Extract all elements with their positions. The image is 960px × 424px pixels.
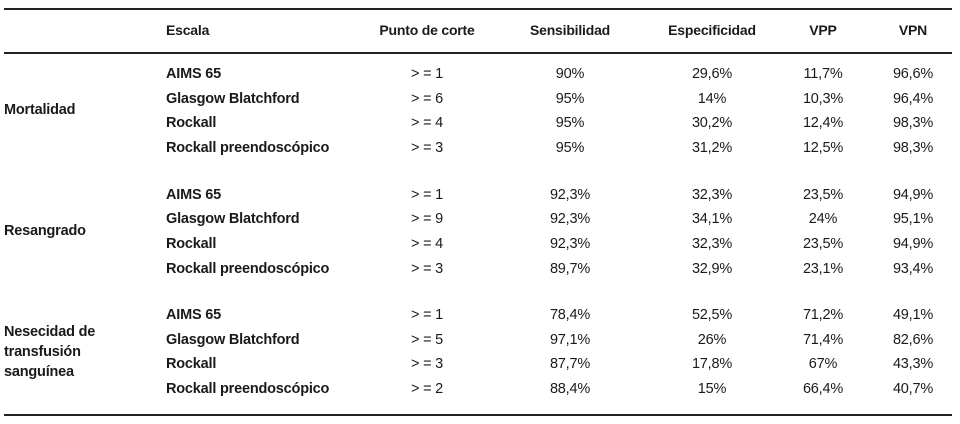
cell-sens: 88,4%: [549, 381, 591, 397]
cell-esp: 30,2%: [691, 115, 733, 131]
cell-vpn: 49,1%: [892, 307, 934, 323]
cell-punto: > = 4: [410, 115, 444, 131]
cell-punto: > = 1: [410, 66, 444, 82]
cell-sens: 92,3%: [549, 211, 591, 227]
cell-vpn: 98,3%: [892, 140, 934, 156]
table-top-rule: [4, 8, 952, 10]
cell-esp: 17,8%: [691, 356, 733, 372]
cell-esp: 14%: [697, 91, 727, 107]
cell-sens: 95%: [555, 140, 585, 156]
cell-sens: 95%: [555, 115, 585, 131]
cell-esp: 15%: [697, 381, 727, 397]
cell-escala: Rockall preendoscópico: [166, 381, 330, 397]
table-bottom-rule: [4, 414, 952, 416]
header-especificidad: Especificidad: [668, 22, 756, 38]
cell-escala: Rockall preendoscópico: [166, 261, 330, 277]
header-vpn: VPN: [898, 22, 928, 38]
cell-sens: 97,1%: [549, 332, 591, 348]
header-vpp: VPP: [809, 22, 837, 38]
cell-escala: Glasgow Blatchford: [166, 211, 300, 227]
cell-punto: > = 9: [410, 211, 444, 227]
cell-vpp: 66,4%: [802, 381, 844, 397]
cell-escala: AIMS 65: [166, 187, 222, 203]
cell-esp: 34,1%: [691, 211, 733, 227]
cell-esp: 32,3%: [691, 187, 733, 203]
cell-sens: 90%: [555, 66, 585, 82]
cell-esp: 32,3%: [691, 236, 733, 252]
cell-sens: 92,3%: [549, 187, 591, 203]
cell-punto: > = 3: [410, 356, 444, 372]
cell-escala: Rockall preendoscópico: [166, 140, 330, 156]
cell-vpn: 94,9%: [892, 236, 934, 252]
cell-punto: > = 4: [410, 236, 444, 252]
cell-sens: 87,7%: [549, 356, 591, 372]
cell-punto: > = 6: [410, 91, 444, 107]
table-header-rule: [4, 52, 952, 54]
cell-escala: Glasgow Blatchford: [166, 91, 300, 107]
cell-vpp: 10,3%: [802, 91, 844, 107]
cell-escala: AIMS 65: [166, 307, 222, 323]
cell-sens: 89,7%: [549, 261, 591, 277]
cell-vpp: 67%: [808, 356, 838, 372]
cell-vpp: 11,7%: [803, 66, 843, 82]
cell-vpn: 98,3%: [892, 115, 934, 131]
cell-punto: > = 2: [410, 381, 444, 397]
header-sensibilidad: Sensibilidad: [529, 22, 611, 38]
cell-vpn: 40,7%: [892, 381, 934, 397]
cell-vpp: 24%: [808, 211, 838, 227]
cell-escala: Rockall: [166, 236, 217, 252]
cell-vpn: 94,9%: [892, 187, 934, 203]
cell-esp: 31,2%: [691, 140, 733, 156]
cell-vpn: 82,6%: [892, 332, 934, 348]
cell-vpp: 23,1%: [802, 261, 844, 277]
cell-vpp: 71,2%: [802, 307, 844, 323]
group-label: Nesecidad de transfusión sanguínea: [4, 324, 96, 380]
cell-vpp: 12,5%: [802, 140, 844, 156]
cell-vpp: 71,4%: [802, 332, 844, 348]
cell-vpp: 12,4%: [802, 115, 844, 131]
group-label: Resangrado: [4, 223, 86, 239]
cell-vpn: 96,6%: [892, 66, 934, 82]
cell-sens: 78,4%: [549, 307, 591, 323]
cell-punto: > = 5: [410, 332, 444, 348]
cell-punto: > = 1: [410, 307, 444, 323]
cell-vpp: 23,5%: [802, 236, 844, 252]
cell-escala: Rockall: [166, 356, 217, 372]
cell-vpn: 93,4%: [892, 261, 934, 277]
cell-punto: > = 3: [410, 261, 444, 277]
cell-esp: 29,6%: [691, 66, 733, 82]
cell-vpn: 96,4%: [892, 91, 934, 107]
header-escala: Escala: [166, 22, 210, 38]
cell-vpn: 95,1%: [892, 211, 934, 227]
cell-esp: 52,5%: [691, 307, 733, 323]
cell-escala: Glasgow Blatchford: [166, 332, 300, 348]
header-punto-de-corte: Punto de corte: [379, 22, 475, 38]
cell-sens: 92,3%: [549, 236, 591, 252]
group-label: Mortalidad: [4, 102, 76, 118]
cell-vpp: 23,5%: [802, 187, 844, 203]
cell-punto: > = 3: [410, 140, 444, 156]
cell-punto: > = 1: [410, 187, 444, 203]
cell-esp: 32,9%: [691, 261, 733, 277]
cell-escala: Rockall: [166, 115, 217, 131]
cell-vpn: 43,3%: [892, 356, 934, 372]
cell-escala: AIMS 65: [166, 66, 222, 82]
cell-sens: 95%: [555, 91, 585, 107]
cell-esp: 26%: [697, 332, 727, 348]
